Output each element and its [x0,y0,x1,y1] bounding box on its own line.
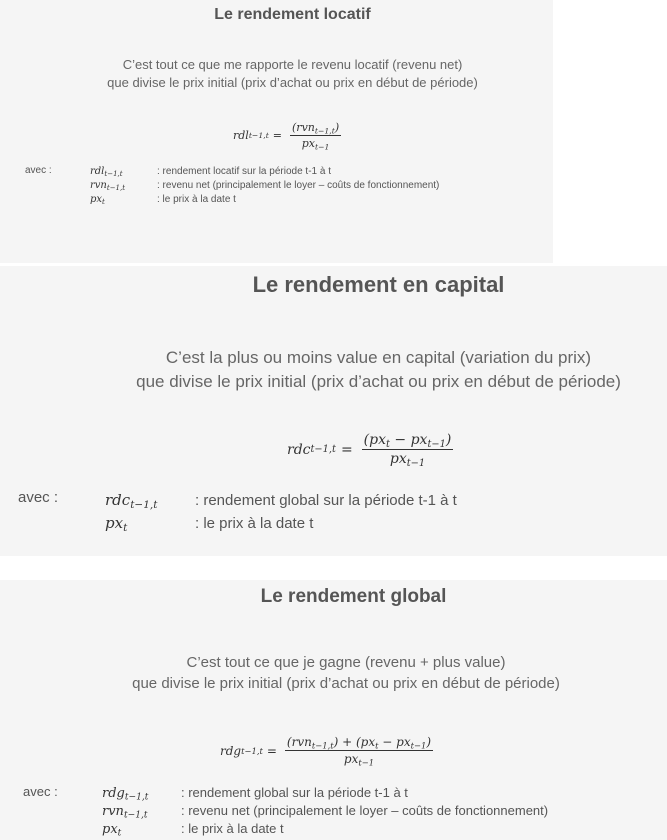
definitions-list [105,489,457,535]
section-rendement-locatif [0,0,553,263]
section-description: C’est la plus ou moins value en capital (variation du prix) que divise le prix initial (prix d’achat ou prix en début de période) [136,348,621,391]
definition-row: rdl$_{t-1,t}$ : rendement locatif sur la période t-1 à t [90,166,331,179]
definition-row: $px_t$ : le prix à la date t [102,821,284,839]
section-title: Le rendement locatif [214,6,371,23]
formula-rdg: rdg t−1,t = $\frac{(rvn_{t-1,t}) + (px_t - px_{t-1})}{px_{t-1}}$ [220,735,432,768]
formula-rdc: rdc t−1,t = $\frac{(px_t - px_{t-1})}{px_{t-1}}$ [287,432,452,469]
formula-fraction [362,432,454,467]
section-rendement-capital [0,266,667,556]
avec-label: avec : [25,165,52,176]
section-description: C’est tout ce que je gagne (revenu + plus value) que divise le prix initial (prix d’achat ou prix en début de période) [132,654,560,692]
formula-fraction [290,121,341,150]
formula-numerator: $(px_t - px_{t-1})$ [363,432,452,450]
formula-denominator: $px_{t-1}$ [389,451,426,469]
section-title: Le rendement global [260,586,447,607]
definition-row: rvn$_{t-1,t}$ : revenu net (principalement le loyer – coûts de fonctionnement) [102,803,549,821]
avec-label: avec : [23,784,58,799]
section-description: C’est tout ce que me rapporte le revenu locatif (revenu net) que divise le prix initial (prix d’achat ou prix en début de période) [107,57,478,90]
definition-row: $px_t$ : le prix à la date t [105,514,314,535]
formula-numerator: (rvn$_{t-1,t}$) [292,121,340,136]
formula-rdl: rdl t−1,t = $\frac{(rvn_{t-1,t})}{px_{t-1}}$ [233,121,340,152]
definitions-list [90,165,439,207]
section-title: Le rendement en capital [252,272,505,297]
section-rendement-global [0,580,667,840]
formula-denominator: $px_{t-1}$ [343,752,375,768]
definition-row: rvn$_{t-1,t}$ : revenu net (principalement le loyer – coûts de fonctionnement) [90,180,440,193]
formula-fraction [285,735,433,766]
definitions-list [102,784,548,838]
definition-row: $px_t$ : le prix à la date t [90,194,236,207]
formula-numerator: $(rvn_{t-1,t}) + (px_t - px_{t-1})$ [286,735,432,751]
definition-row: rdg$_{t-1,t}$ : rendement global sur la période t-1 à t [102,785,408,803]
formula-denominator: $px_{t-1}$ [301,137,330,152]
definition-row: rdc$_{t-1,t}$ : rendement global sur la période t-1 à t [105,491,457,512]
avec-label: avec : [18,489,59,506]
